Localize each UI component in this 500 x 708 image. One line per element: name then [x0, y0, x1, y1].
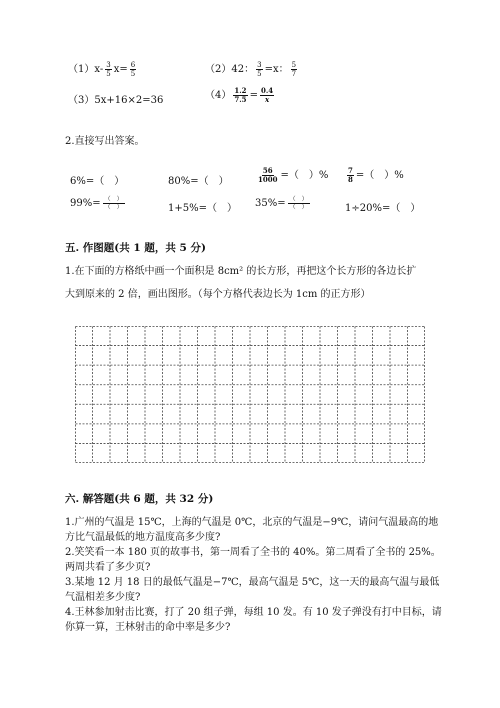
equation-3: （3）5x+16×2=36	[68, 95, 164, 106]
row2-c-prefix: 35%=	[255, 198, 286, 209]
section-6-title: 六. 解答题(共 6 题，共 32 分)	[65, 493, 214, 505]
section-5-title: 五. 作图题(共 1 题，共 5 分)	[65, 242, 206, 254]
eq2-mid: =x：	[264, 64, 289, 75]
eq2-prefix: （2）42：	[205, 64, 255, 75]
row2-item-c	[255, 196, 312, 211]
row1-item-d	[345, 166, 404, 184]
eq1-fraction-2: $\frac{6}{5}$	[130, 61, 136, 78]
eq4-fraction-2: $\frac{0.4}{x}$	[260, 86, 274, 104]
eq1-prefix: （1）x-	[68, 64, 104, 75]
problem-1: 1.广州的气温是 15℃，上海的气温是 0℃，北京的气温是−9℃，请问气温最高的地方比气温最低的地方温度高多少度?	[65, 517, 439, 543]
question-2-title: 2.直接写出答案。	[65, 136, 145, 147]
eq4-fraction-1: $\frac{1.2}{7.5}$	[234, 86, 247, 104]
equation-4	[205, 86, 276, 104]
section-5-line-2: 大到原来的 2 倍，画出图形。（每个方格代表边长为 1cm 的正方形）	[65, 289, 371, 300]
eq2-fraction-2: $\frac{5}{7}$	[291, 61, 297, 78]
row1-d-fraction: $\frac{7}{8}$	[348, 166, 353, 184]
row2-a-prefix: 99%=	[70, 198, 101, 209]
row2-item-a	[70, 196, 127, 211]
eq1-mid: x=	[113, 64, 128, 75]
row1-c-fraction: $\frac{56}{1000}$	[258, 166, 278, 184]
row2-item-b: 1+5%=（ ）	[168, 203, 237, 214]
eq1-fraction-1: $\frac{3}{5}$	[106, 61, 111, 78]
problem-2: 2.笑笑看一本 180 页的故事书，第一周看了全书的 40%。第二周看了全书的 25%。两周共看了多少页?	[65, 547, 441, 573]
equation-1	[68, 60, 138, 78]
row2-c-fraction: $\frac{( )}{( )}$	[289, 196, 308, 211]
eq2-fraction-1: $\frac{3}{5}$	[257, 61, 262, 78]
row1-c-tail: =（ ）%	[280, 170, 329, 181]
row1-item-b: 80%=（ ）	[168, 176, 229, 187]
row2-a-fraction: $\frac{( )}{( )}$	[104, 196, 123, 211]
row1-item-c	[255, 166, 328, 184]
row1-d-tail: =（ ）%	[355, 170, 404, 181]
equation-2	[205, 60, 299, 78]
row1-item-a: 6%=（ ）	[70, 176, 125, 187]
row2-item-d: 1÷20%=（ ）	[345, 203, 421, 214]
eq4-mid: =	[249, 90, 258, 101]
section-5-line-1: 1.在下面的方格纸中画一个面积是 8cm² 的长方形，再把这个长方形的各边长扩	[65, 266, 417, 277]
problem-4: 4.王林参加射击比赛，打了 20 组子弹，每组 10 发。有 10 发子弹没有打中目标，请你算一算，王林射击的命中率是多少?	[65, 607, 442, 633]
problem-3: 3.某地 12 月 18 日的最低气温是−7℃，最高气温是 5℃，这一天的最高气温与最低气温相差多少度?	[65, 577, 440, 603]
eq4-prefix: （4）	[205, 90, 232, 101]
square-grid[interactable]	[75, 326, 425, 463]
